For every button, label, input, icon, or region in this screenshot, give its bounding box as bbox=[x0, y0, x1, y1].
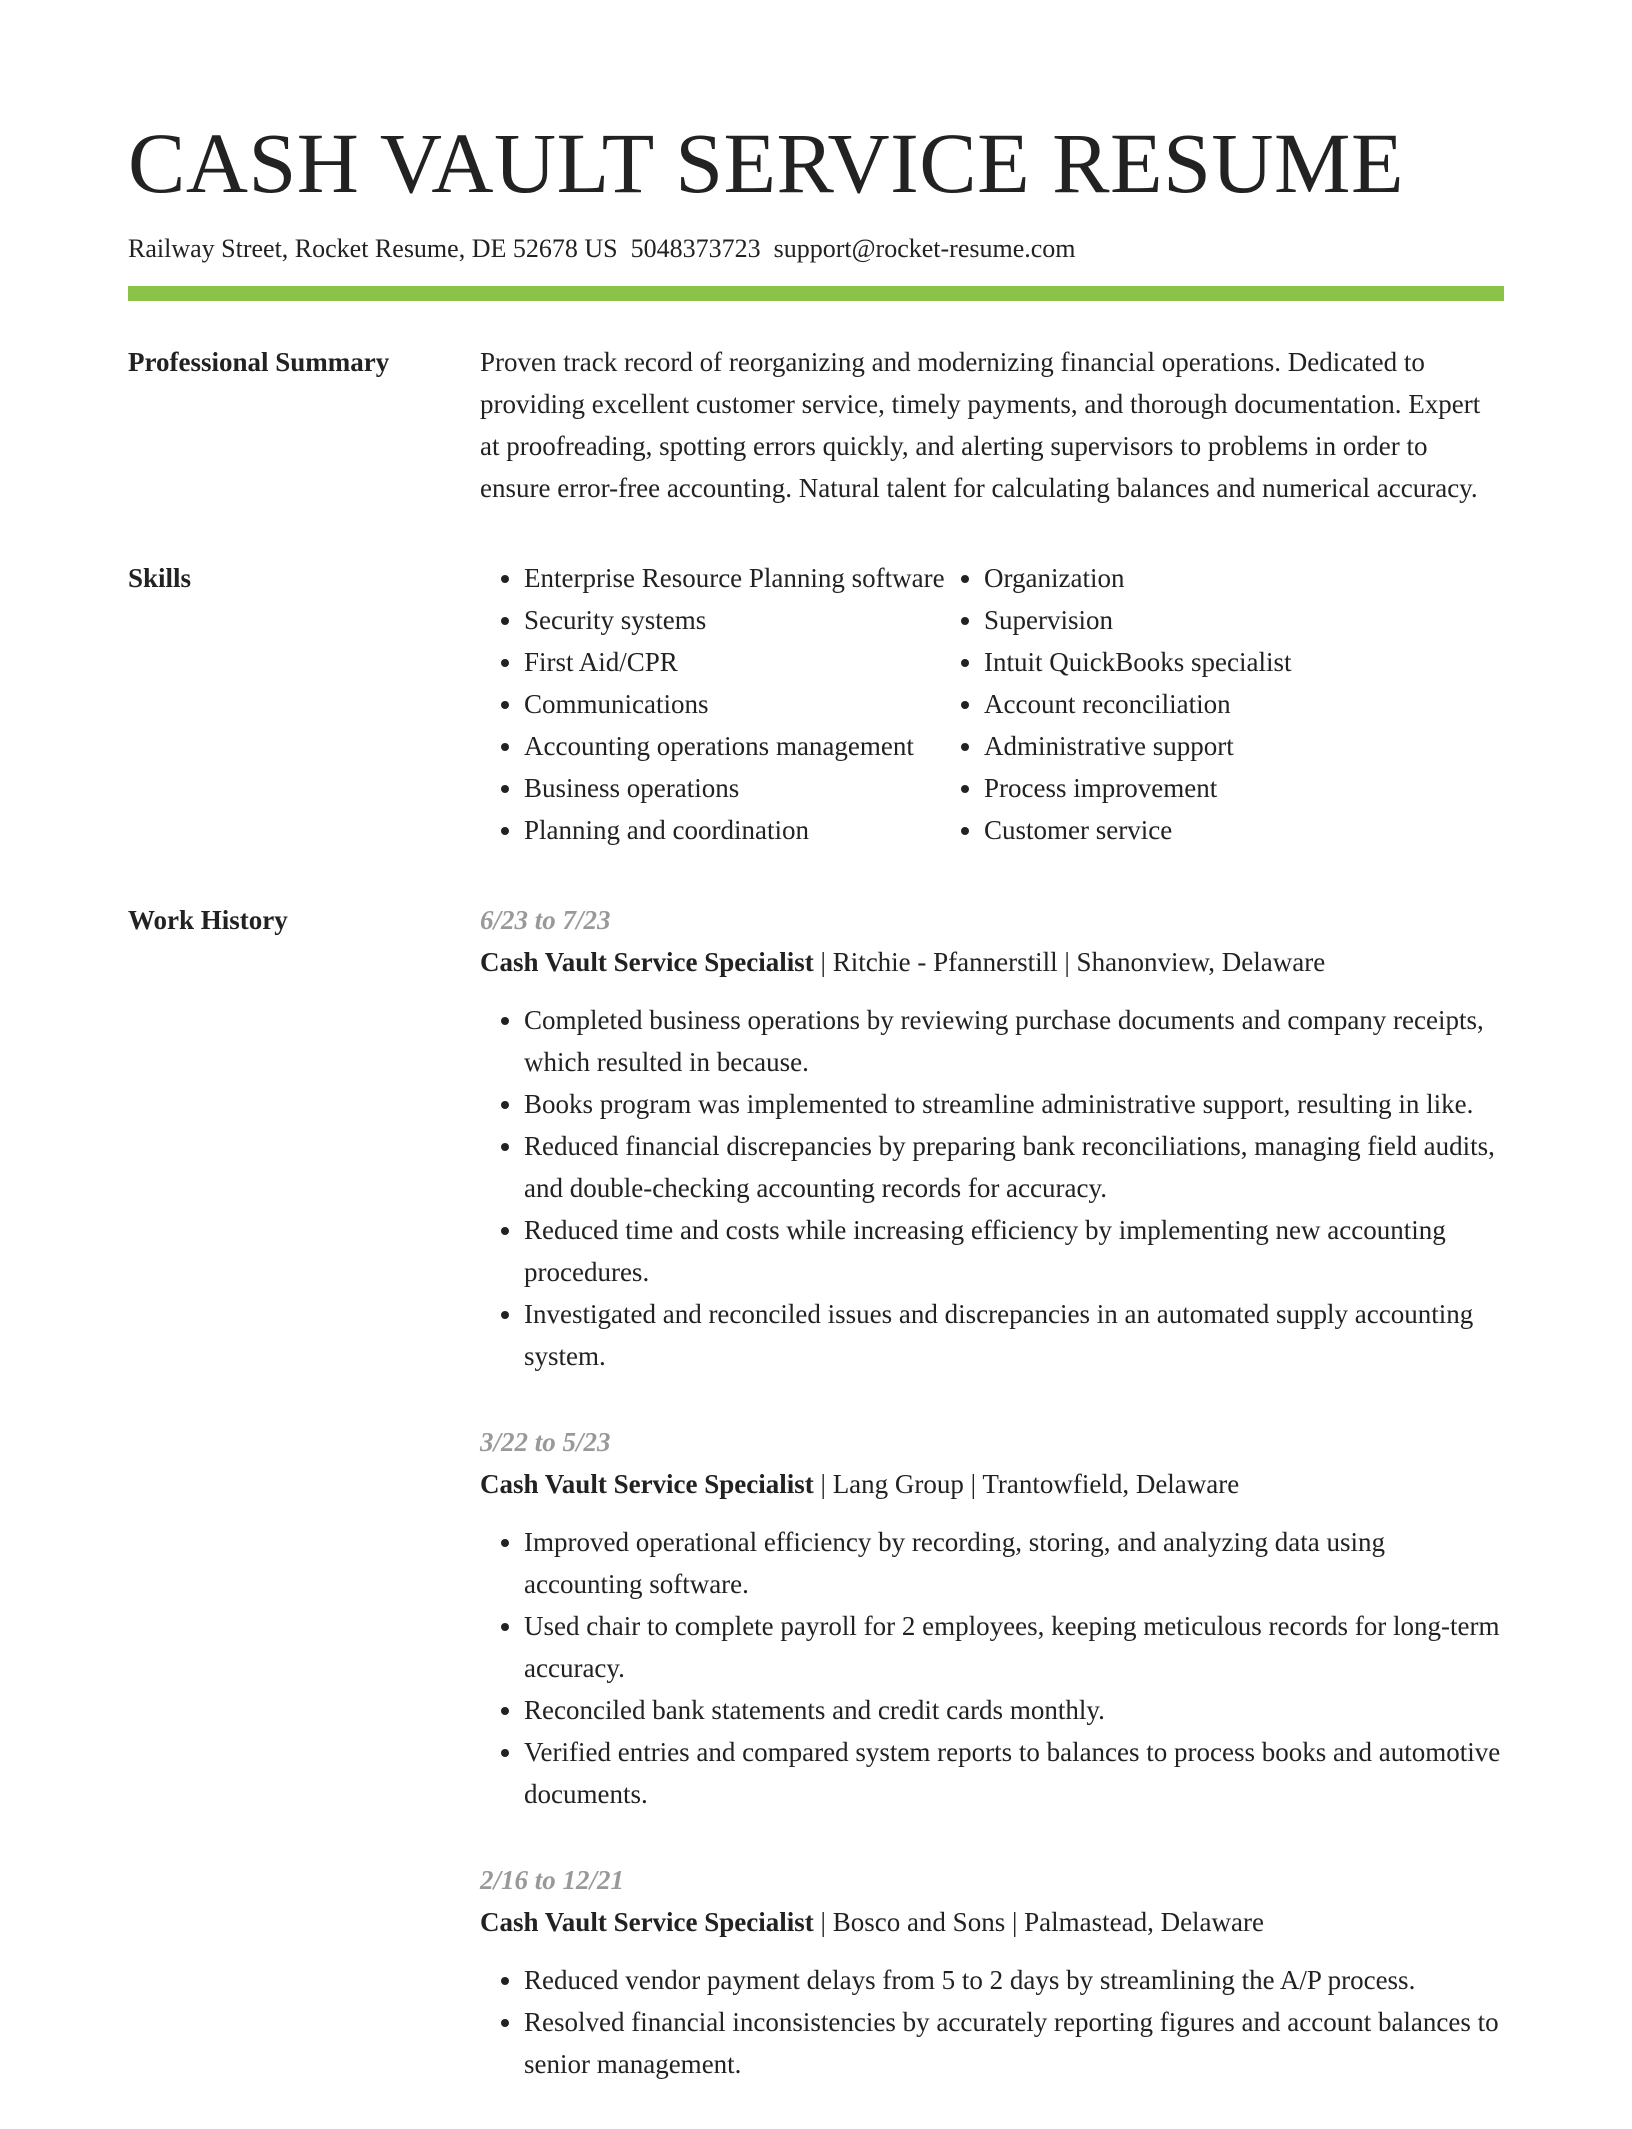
summary-section bbox=[128, 341, 1504, 509]
contact-line bbox=[128, 232, 1504, 266]
skills-list-left bbox=[480, 557, 945, 851]
job-heading bbox=[480, 1463, 1504, 1505]
job-title: Cash Vault Service Specialist bbox=[480, 1469, 814, 1499]
job-company: Ritchie - Pfannerstill bbox=[832, 947, 1058, 977]
skill-item: • Accounting operations management bbox=[524, 725, 940, 767]
job-bullet: • Resolved financial inconsistencies by accurately reporting figures and account balances to senior management. bbox=[524, 2001, 1504, 2085]
job-separator: | bbox=[813, 1907, 833, 1937]
contact-email: support@rocket-resume.com bbox=[773, 234, 1076, 263]
skill-item: • Business operations bbox=[524, 767, 940, 809]
job-heading bbox=[480, 1901, 1504, 1943]
summary-body bbox=[480, 341, 1504, 509]
job-entry bbox=[480, 899, 1504, 1377]
work-history-heading: Work History bbox=[128, 905, 288, 935]
job-bullet: • Reconciled bank statements and credit cards monthly. bbox=[524, 1689, 1504, 1731]
skill-item: • Organization bbox=[984, 557, 1460, 599]
skill-item: • Supervision bbox=[984, 599, 1460, 641]
job-bullet: • Books program was implemented to streamline administrative support, resulting in like. bbox=[524, 1083, 1504, 1125]
work-history-section bbox=[128, 899, 1504, 2129]
job-dates: 6/23 to 7/23 bbox=[480, 905, 611, 935]
job-location: Trantowfield, Delaware bbox=[982, 1469, 1240, 1499]
job-bullet: • Reduced vendor payment delays from 5 to 2 days by streamlining the A/P process. bbox=[524, 1959, 1504, 2001]
job-title: Cash Vault Service Specialist bbox=[480, 1907, 814, 1937]
job-separator: | bbox=[1005, 1907, 1025, 1937]
skills-body bbox=[480, 557, 1504, 851]
skill-item: • Process improvement bbox=[984, 767, 1460, 809]
skills-columns bbox=[480, 557, 1504, 851]
job-entry bbox=[480, 1859, 1504, 2085]
header-divider bbox=[128, 286, 1504, 301]
job-bullet-list bbox=[480, 999, 1504, 1377]
skill-item: • Administrative support bbox=[984, 725, 1460, 767]
skills-heading: Skills bbox=[128, 563, 192, 593]
job-bullet: • Verified entries and compared system reports to balances to process books and automotive documents. bbox=[524, 1731, 1504, 1815]
skill-item: • Intuit QuickBooks specialist bbox=[984, 641, 1460, 683]
contact-address: Railway Street, Rocket Resume, DE 52678 US bbox=[128, 234, 618, 263]
skill-item: • Account reconciliation bbox=[984, 683, 1460, 725]
job-bullet: • Investigated and reconciled issues and discrepancies in an automated supply accounting system. bbox=[524, 1293, 1504, 1377]
resume-title: CASH VAULT SERVICE RESUME bbox=[128, 115, 1405, 211]
job-company: Bosco and Sons bbox=[832, 1907, 1006, 1937]
skill-item: • Planning and coordination bbox=[524, 809, 940, 851]
job-title: Cash Vault Service Specialist bbox=[480, 947, 814, 977]
job-dates: 3/22 to 5/23 bbox=[480, 1427, 611, 1457]
skill-item: • Communications bbox=[524, 683, 940, 725]
work-history-body bbox=[480, 899, 1504, 2129]
job-separator: | bbox=[813, 947, 833, 977]
contact-phone: 5048373723 bbox=[630, 234, 761, 263]
skill-item: • First Aid/CPR bbox=[524, 641, 940, 683]
job-bullet: • Used chair to complete payroll for 2 employees, keeping meticulous records for long-term accuracy. bbox=[524, 1605, 1504, 1689]
job-dates: 2/16 to 12/21 bbox=[480, 1865, 625, 1895]
job-heading bbox=[480, 941, 1504, 983]
summary-text: Proven track record of reorganizing and modernizing financial operations. Dedicated to providing excellent customer service, timely payments, and thorough documentation. Expert at proofreading, spotting errors quickly, and alerting supervisors to problems in order to ensure error-free accounting. Natural talent for calculating balances and numerical accuracy. bbox=[480, 347, 1481, 503]
job-bullet-list bbox=[480, 1959, 1504, 2085]
skills-list-right bbox=[940, 557, 1460, 851]
job-company: Lang Group bbox=[832, 1469, 964, 1499]
skill-item: • Enterprise Resource Planning software bbox=[524, 557, 940, 599]
job-bullet: • Completed business operations by reviewing purchase documents and company receipts, which resulted in because. bbox=[524, 999, 1504, 1083]
summary-heading: Professional Summary bbox=[128, 347, 390, 377]
job-bullet-list bbox=[480, 1521, 1504, 1815]
skills-section bbox=[128, 557, 1504, 851]
job-separator: | bbox=[1057, 947, 1077, 977]
job-bullet: • Improved operational efficiency by recording, storing, and analyzing data using accounting software. bbox=[524, 1521, 1504, 1605]
job-bullet: • Reduced financial discrepancies by preparing bank reconciliations, managing field audits, and double-checking accounting records for accuracy. bbox=[524, 1125, 1504, 1209]
job-location: Palmastead, Delaware bbox=[1024, 1907, 1264, 1937]
skill-item: • Security systems bbox=[524, 599, 940, 641]
job-location: Shanonview, Delaware bbox=[1076, 947, 1326, 977]
job-separator: | bbox=[813, 1469, 833, 1499]
skill-item: • Customer service bbox=[984, 809, 1460, 851]
job-bullet: • Reduced time and costs while increasing efficiency by implementing new accounting procedures. bbox=[524, 1209, 1504, 1293]
job-entry bbox=[480, 1421, 1504, 1815]
job-separator: | bbox=[963, 1469, 983, 1499]
